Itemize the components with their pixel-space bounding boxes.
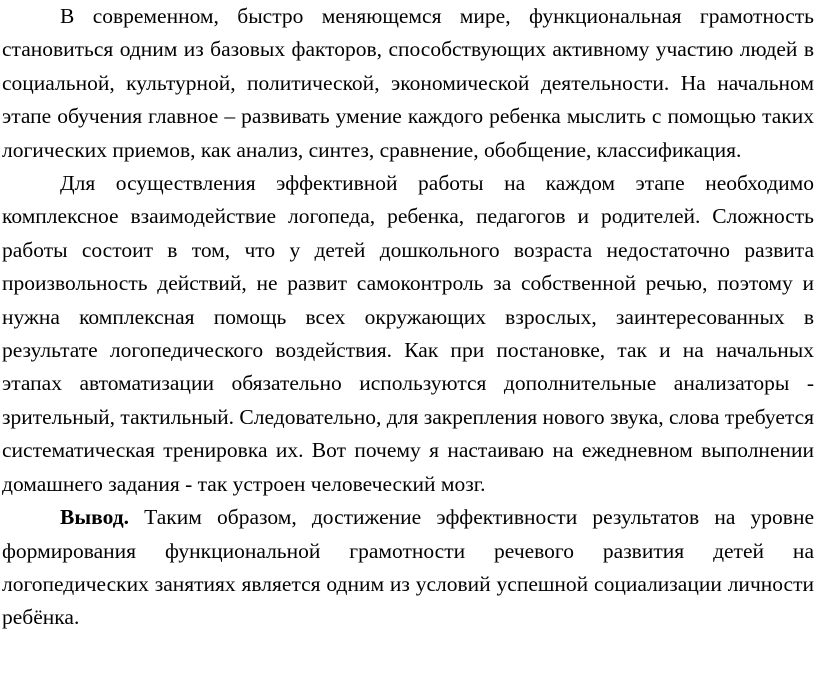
paragraph-conclusion xyxy=(2,501,814,635)
paragraph-conclusion-text: Таким образом, достижение эффективности результатов на уровне формирования функциональной грамотности речевого развития детей на логопедических занятиях является одним из условий успешной социализации личности ребёнка. xyxy=(2,505,814,630)
paragraph-collaboration-text: Для осуществления эффективной работы на каждом этапе необходимо комплексное взаимодействие логопеда, ребенка, педагогов и родителей. Сложность работы состоит в том, что у детей дошкольного возраста недостаточно развита произвольность действий, не развит самоконтроль за собственной речью, поэтому и нужна комплексная помощь всех окружающих взрослых, заинтересованных в результате логопедического воздействия. Как при постановке, так и на начальных этапах автоматизации обязательно используются дополнительные анализаторы - зрительный, тактильный. Следовательно, для закрепления нового звука, слова требуется систематическая тренировка их. Вот почему я настаиваю на ежедневном выполнении домашнего задания - так устроен человеческий мозг. xyxy=(2,171,815,496)
paragraph-intro-text: В современном, быстро меняющемся мире, функциональная грамотность становиться одним из базовых факторов, способствующих активному участию людей в социальной, культурной, политической, экономической деятельности. На начальном этапе обучения главное – развивать умение каждого ребенка мыслить с помощью таких логических приемов, как анализ, синтез, сравнение, обобщение, классификация. xyxy=(2,4,814,162)
conclusion-heading: Вывод. xyxy=(60,505,129,530)
paragraph-intro xyxy=(2,0,814,167)
paragraph-collaboration xyxy=(2,167,814,501)
